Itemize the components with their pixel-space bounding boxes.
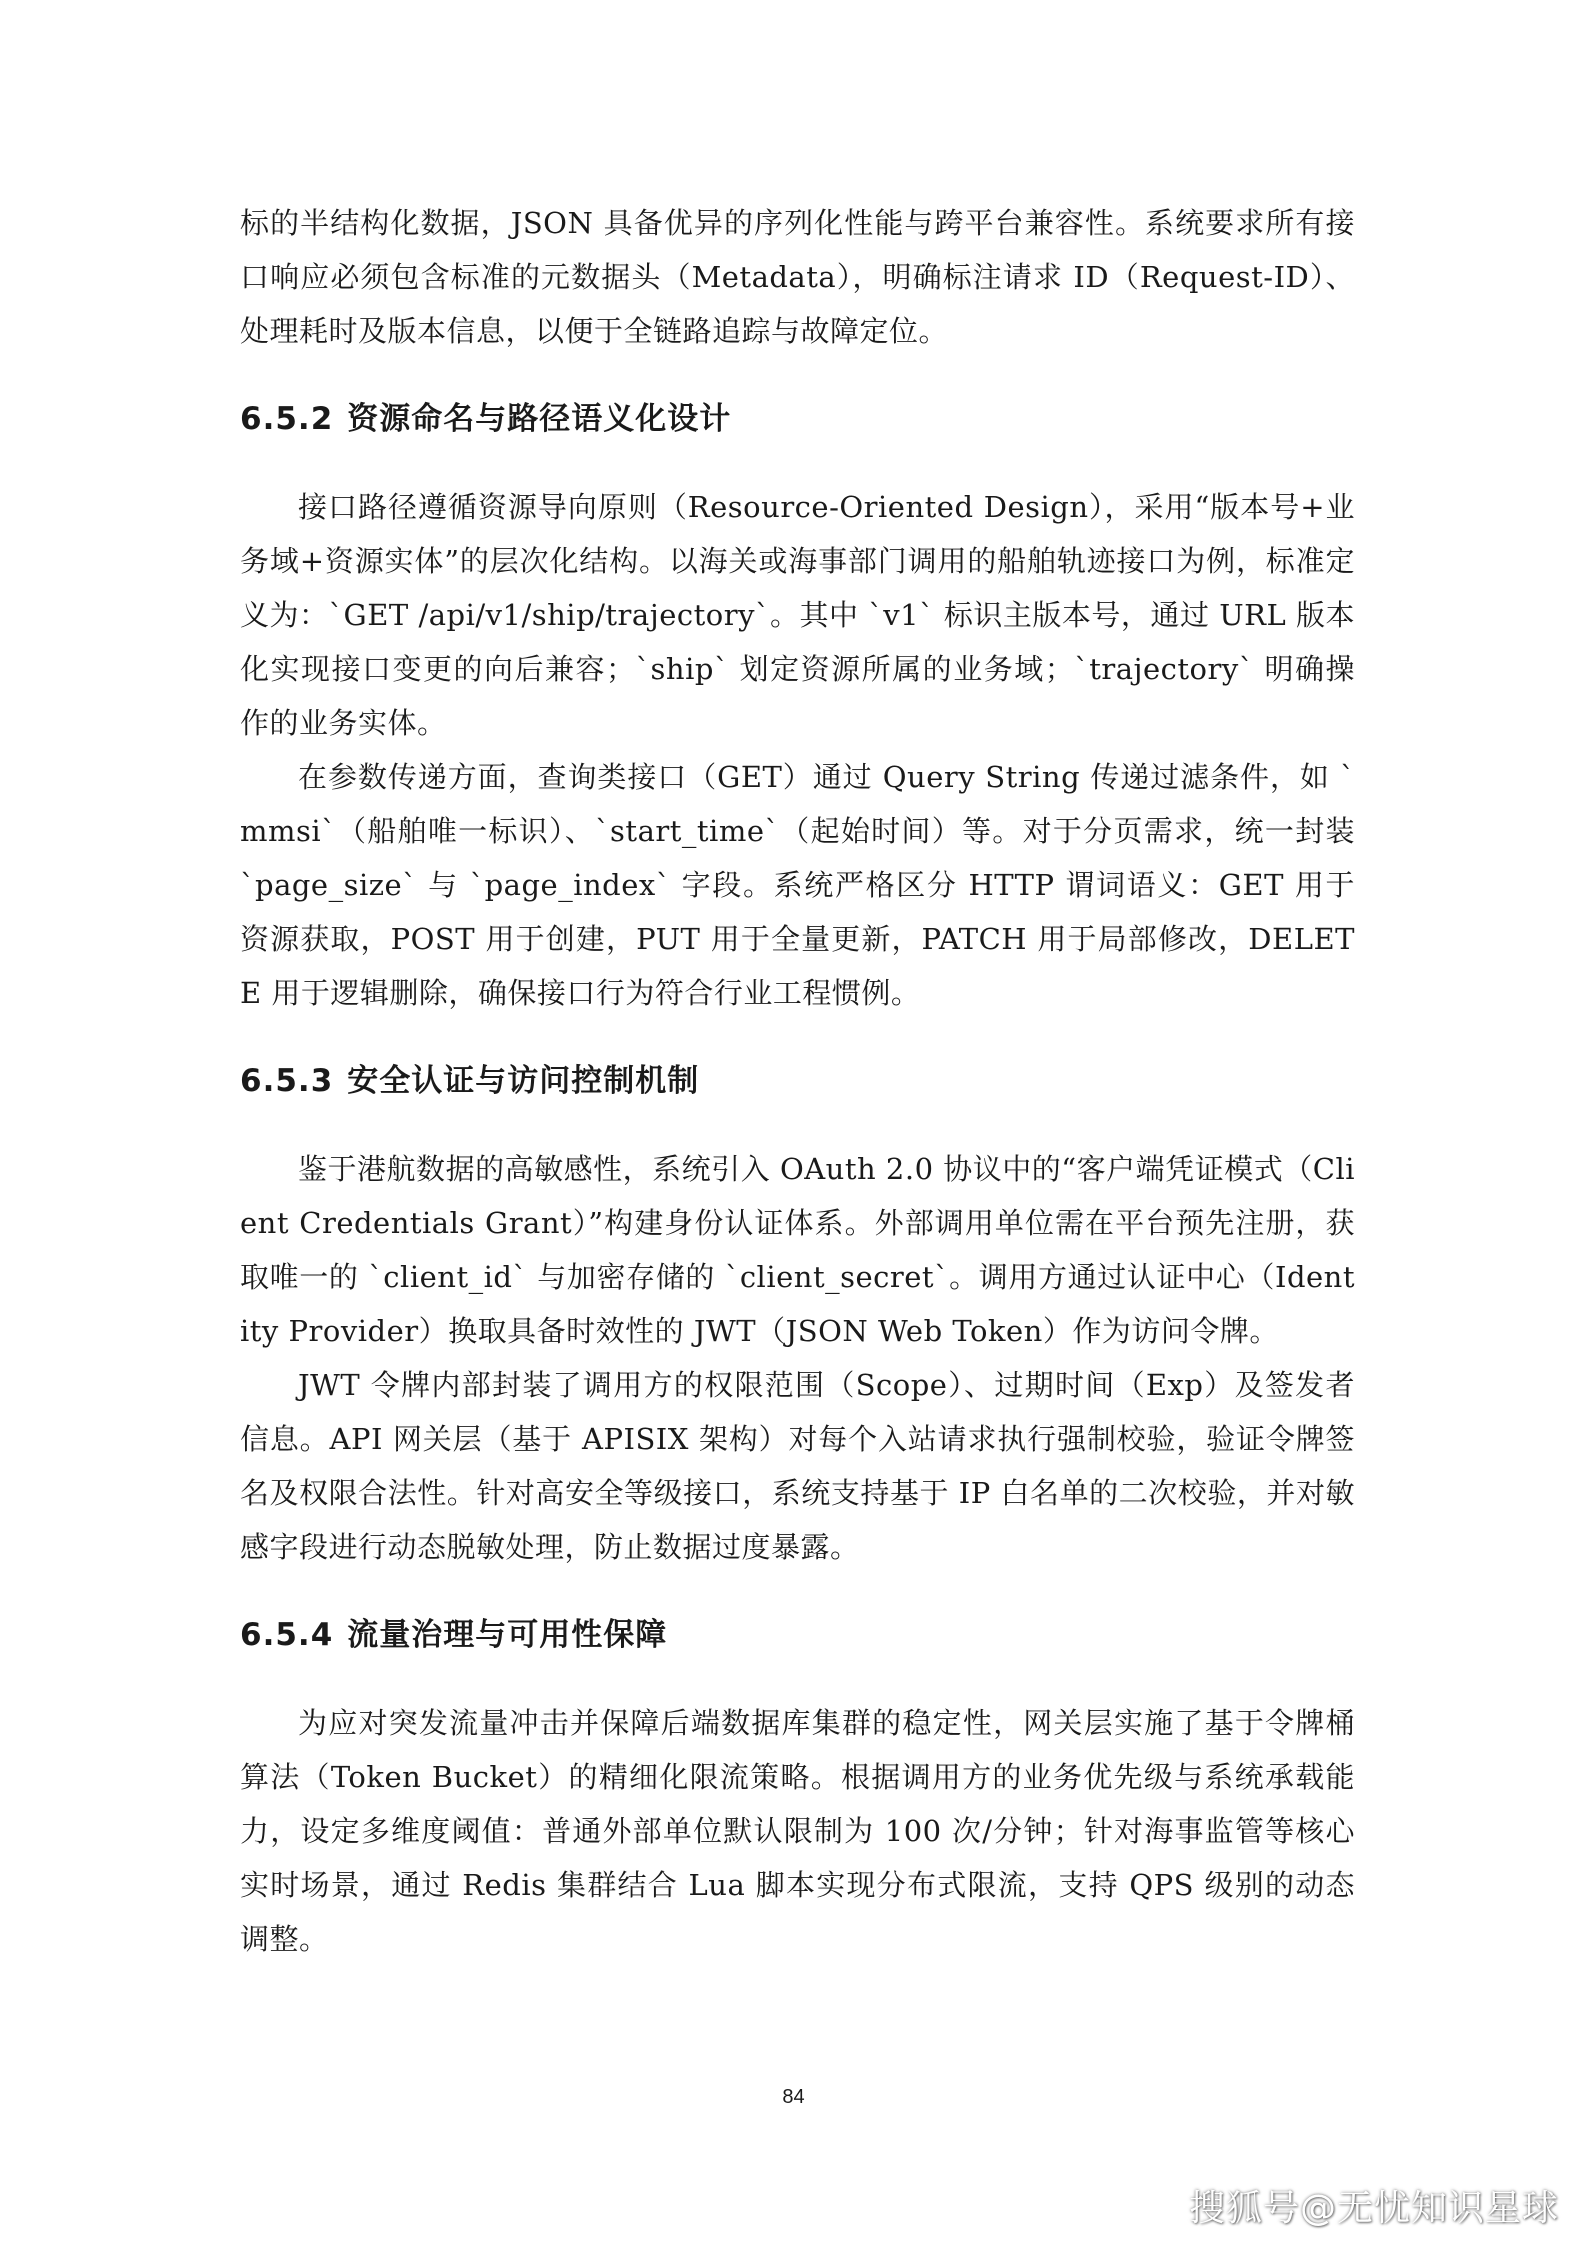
page-number: 84 <box>782 2086 805 2108</box>
paragraph: 鉴于港航数据的高敏感性，系统引入 OAuth 2.0 协议中的“客户端凭证模式（Client Credentials Grant）”构建身份认证体系。外部调用单位需在平台预先注册，获取唯一的 `client_id` 与加密存储的 `client_secret`。调用方通过认证中心（Identity Provider）换取具备时效性的 JWT（JSON Web Token）作为访问令牌。 <box>240 1152 1355 1348</box>
section-heading <box>240 1054 1355 1108</box>
paragraph: 标的半结构化数据，JSON 具备优异的序列化性能与跨平台兼容性。系统要求所有接口响应必须包含标准的元数据头（Metadata），明确标注请求 ID（Request-ID）、处理耗时及版本信息，以便于全链路追踪与故障定位。 <box>240 206 1355 348</box>
section-number: 6.5.4 <box>240 1617 334 1653</box>
paragraph: JWT 令牌内部封装了调用方的权限范围（Scope）、过期时间（Exp）及签发者信息。API 网关层（基于 APISIX 架构）对每个入站请求执行强制校验，验证令牌签名及权限合法性。针对高安全等级接口，系统支持基于 IP 白名单的二次校验，并对敏感字段进行动态脱敏处理，防止数据过度暴露。 <box>240 1368 1355 1564</box>
paragraph: 接口路径遵循资源导向原则（Resource-Oriented Design），采用“版本号+业务域+资源实体”的层次化结构。以海关或海事部门调用的船舶轨迹接口为例，标准定义为：`GET /api/v1/ship/trajectory`。其中 `v1` 标识主版本号，通过 URL 版本化实现接口变更的向后兼容；`ship` 划定资源所属的业务域；`trajectory` 明确操作的业务实体。 <box>240 490 1355 740</box>
section-number: 6.5.3 <box>240 1063 334 1099</box>
section-title: 安全认证与访问控制机制 <box>347 1063 700 1099</box>
section-number: 6.5.2 <box>240 401 334 437</box>
section-title: 流量治理与可用性保障 <box>347 1617 668 1653</box>
section-title: 资源命名与路径语义化设计 <box>347 401 732 437</box>
section-heading <box>240 392 1355 446</box>
watermark: 搜狐号@无忧知识星球 <box>1188 2188 1559 2229</box>
section-heading <box>240 1608 1355 1662</box>
paragraph: 为应对突发流量冲击并保障后端数据库集群的稳定性，网关层实施了基于令牌桶算法（Token Bucket）的精细化限流策略。根据调用方的业务优先级与系统承载能力，设定多维度阈值：普通外部单位默认限制为 100 次/分钟；针对海事监管等核心实时场景，通过 Redis 集群结合 Lua 脚本实现分布式限流，支持 QPS 级别的动态调整。 <box>240 1706 1355 1956</box>
paragraph: 在参数传递方面，查询类接口（GET）通过 Query String 传递过滤条件，如 `mmsi`（船舶唯一标识）、`start_time`（起始时间）等。对于分页需求，统一封装 `page_size` 与 `page_index` 字段。系统严格区分 HTTP 谓词语义：GET 用于资源获取，POST 用于创建，PUT 用于全量更新，PATCH 用于局部修改，DELETE 用于逻辑删除，确保接口行为符合行业工程惯例。 <box>240 760 1355 1010</box>
document-body <box>240 196 1355 1966</box>
